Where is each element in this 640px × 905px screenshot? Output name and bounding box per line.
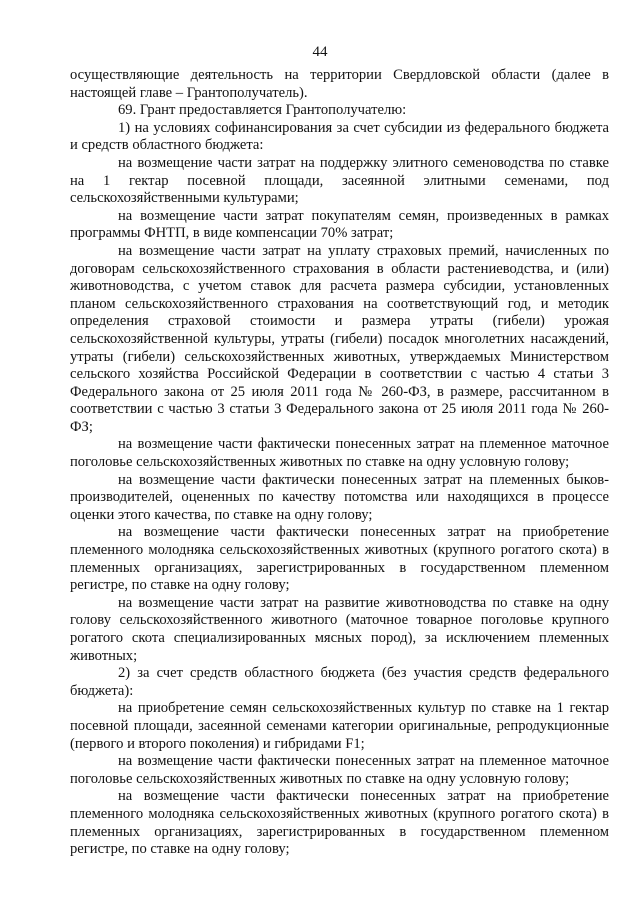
paragraph-subitem-1: 1) на условиях софинансирования за счет субсидии из федерального бюджета и средств областного бюджета: [70, 119, 609, 154]
document-body [70, 67, 609, 859]
paragraph-subitem-2: 2) за счет средств областного бюджета (без участия средств федерального бюджета): [70, 665, 609, 699]
paragraph-seed-purchase: на приобретение семян сельскохозяйственных культур по ставке на 1 гектар посевной площади, засеянной семенами категории оригинальные, репродукционные (первого и второго поколения) и гибридами F1; [70, 700, 609, 752]
page-number: 44 [312, 44, 328, 60]
paragraph-young-stock-regional: на возмещение части фактически понесенных затрат на приобретение племенного молодняка сельскохозяйственных животных (крупного рогатого скота) в племенных организациях, зарегистрированных в государственном племенном регистре, по ставке на одну голову; [70, 788, 609, 858]
paragraph-elite-seeds: на возмещение части затрат на поддержку элитного семеноводства по ставке на 1 гектар посевной площади, засеянной элитными семенами, под сельскохозяйственными культурами; [70, 154, 609, 207]
paragraph-continuation: осуществляющие деятельность на территории Свердловской области (далее в настоящей главе – Грантополучатель). [70, 67, 609, 101]
paragraph-breeding-stock: на возмещение части фактически понесенных затрат на племенное маточное поголовье сельскохозяйственных животных по ставке на одну условную голову; [70, 436, 609, 471]
paragraph-breeding-stock-regional: на возмещение части фактически понесенных затрат на племенное маточное поголовье сельскохозяйственных животных по ставке на одну условную голову; [70, 753, 609, 787]
paragraph-insurance: на возмещение части затрат на уплату страховых премий, начисленных по договорам сельскохозяйственного страхования в области растениеводства, и (или) животноводства, с учетом ставок для расчета размера субсидии, установленных планом сельскохозяйственного страхования на соответствующий год, и методик определения страховой стоимости и размера утраты (гибели) урожая сельскохозяйственной культуры, утраты (гибели) посадок многолетних насаждений, утраты (гибели) сельскохозяйственных животных, утверждаемых Министерством сельского хозяйства Российской Федерации в соответствии с частью 4 статьи 3 Федерального закона от 25 июля 2011 года № 260-ФЗ, в размере, рассчитанном в соответствии с частью 3 статьи 3 Федерального закона от 25 июля 2011 года № 260-ФЗ; [70, 242, 609, 435]
paragraph-breeding-bulls: на возмещение части фактически понесенных затрат на племенных быков-производителей, оцененных по качеству потомства или находящихся в процессе оценки этого качества, по ставке на одну голову; [70, 471, 609, 523]
paragraph-item-69: 69. Грант предоставляется Грантополучателю: [118, 102, 407, 119]
paragraph-fntp-seeds: на возмещение части затрат покупателям семян, произведенных в рамках программы ФНТП, в виде компенсации 70% затрат; [70, 207, 609, 242]
paragraph-young-stock: на возмещение части фактически понесенных затрат на приобретение племенного молодняка сельскохозяйственных животных (крупного рогатого скота) в племенных организациях, зарегистрированных в государственном племенном регистре, по ставке на одну голову; [70, 524, 609, 594]
paragraph-livestock-development: на возмещение части затрат на развитие животноводства по ставке на одну голову сельскохозяйственного животного (маточное товарное поголовье крупного рогатого скота специализированных мясных пород), за исключением племенных животных; [70, 594, 609, 664]
